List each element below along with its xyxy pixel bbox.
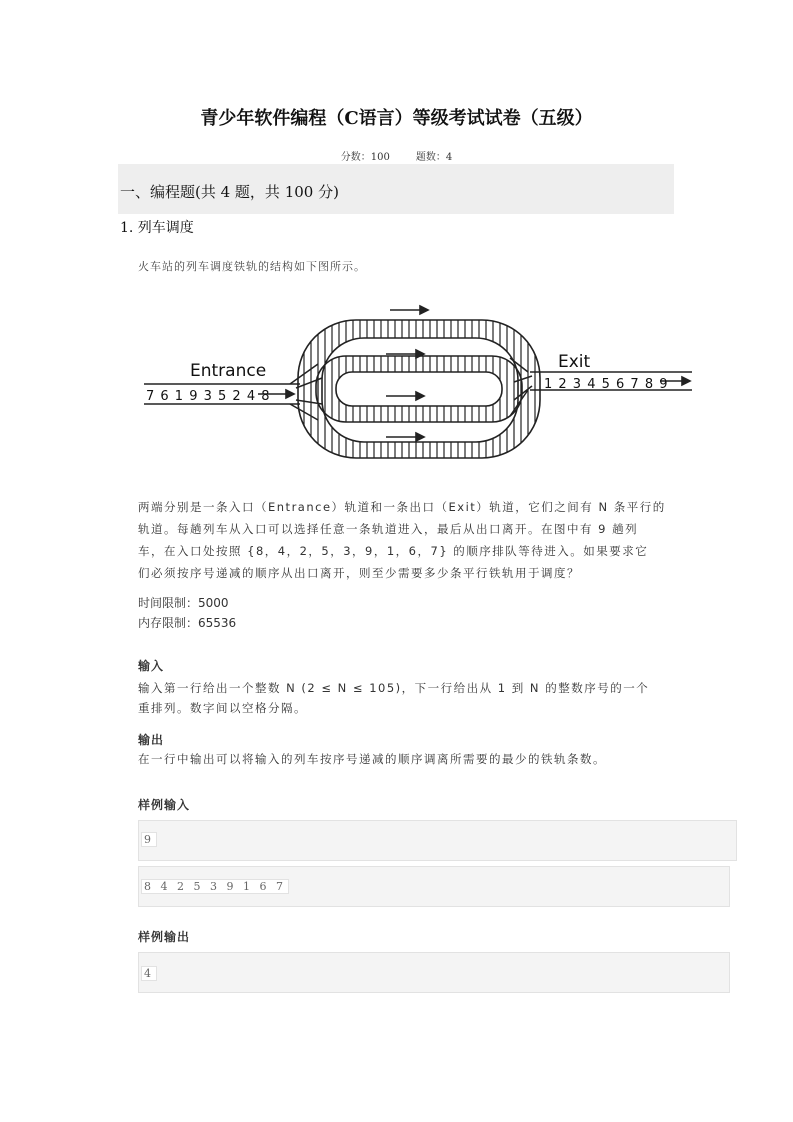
sample-input-box [138, 820, 737, 861]
input-heading: 输入 [138, 659, 165, 673]
railway-diagram [140, 292, 700, 470]
description-line: 轨道。每趟列车从入口可以选择任意一条轨道进入，最后从出口离开。在图中有 9 趟列 [138, 522, 639, 536]
question-description [138, 496, 713, 584]
exit-label: Exit [558, 352, 591, 372]
entrance-sequence: 7 6 1 9 3 5 2 4 8 [146, 389, 271, 404]
sample-output-box [138, 952, 730, 993]
sample-input-line-1: 9 [141, 832, 157, 847]
sample-input-heading: 样例输入 [138, 798, 191, 812]
question-title: 1. 列车调度 [120, 220, 194, 236]
description-line: 们必须按序号递减的顺序从出口离开，则至少需要多少条平行铁轨用于调度？ [138, 566, 580, 580]
section-title: 一、编程题(共 4 题，共 100 分) [120, 183, 339, 201]
exam-title: 青少年软件编程（C语言）等级考试试卷（五级） [200, 108, 593, 129]
total-score: 分数：100 [340, 152, 390, 163]
description-line: 两端分别是一条入口（Entrance）轨道和一条出口（Exit）轨道，它们之间有 N 条平行的 [138, 500, 666, 514]
description-line: 车，在入口处按照 {8，4，2，5，3，9，1，6，7} 的顺序排队等待进入。如果要求它 [138, 544, 649, 558]
output-heading: 输出 [138, 733, 165, 747]
sample-output-value: 4 [141, 966, 157, 981]
input-line: 输入第一行给出一个整数 N (2 ≤ N ≤ 105)，下一行给出从 1 到 N 的整数序号的一个 [138, 681, 650, 695]
sample-output-heading: 样例输出 [138, 930, 191, 944]
time-limit: 时间限制：5000 [138, 596, 229, 610]
question-intro: 火车站的列车调度铁轨的结构如下图所示。 [138, 260, 366, 273]
entrance-label: Entrance [190, 361, 267, 381]
output-description: 在一行中输出可以将输入的列车按序号递减的顺序调离所需要的最少的铁轨条数。 [138, 752, 606, 766]
memory-limit: 内存限制：65536 [138, 616, 237, 630]
question-count: 题数：4 [415, 152, 453, 163]
exit-sequence: 1 2 3 4 5 6 7 8 9 [544, 377, 669, 392]
sample-input-line-2: 8 4 2 5 3 9 1 6 7 [141, 879, 289, 894]
exam-meta [0, 148, 793, 163]
limits [138, 593, 236, 633]
input-line: 重排列。数字间以空格分隔。 [138, 701, 307, 715]
sample-input-box [138, 866, 730, 907]
input-description [138, 678, 649, 718]
inner-track [316, 356, 522, 422]
